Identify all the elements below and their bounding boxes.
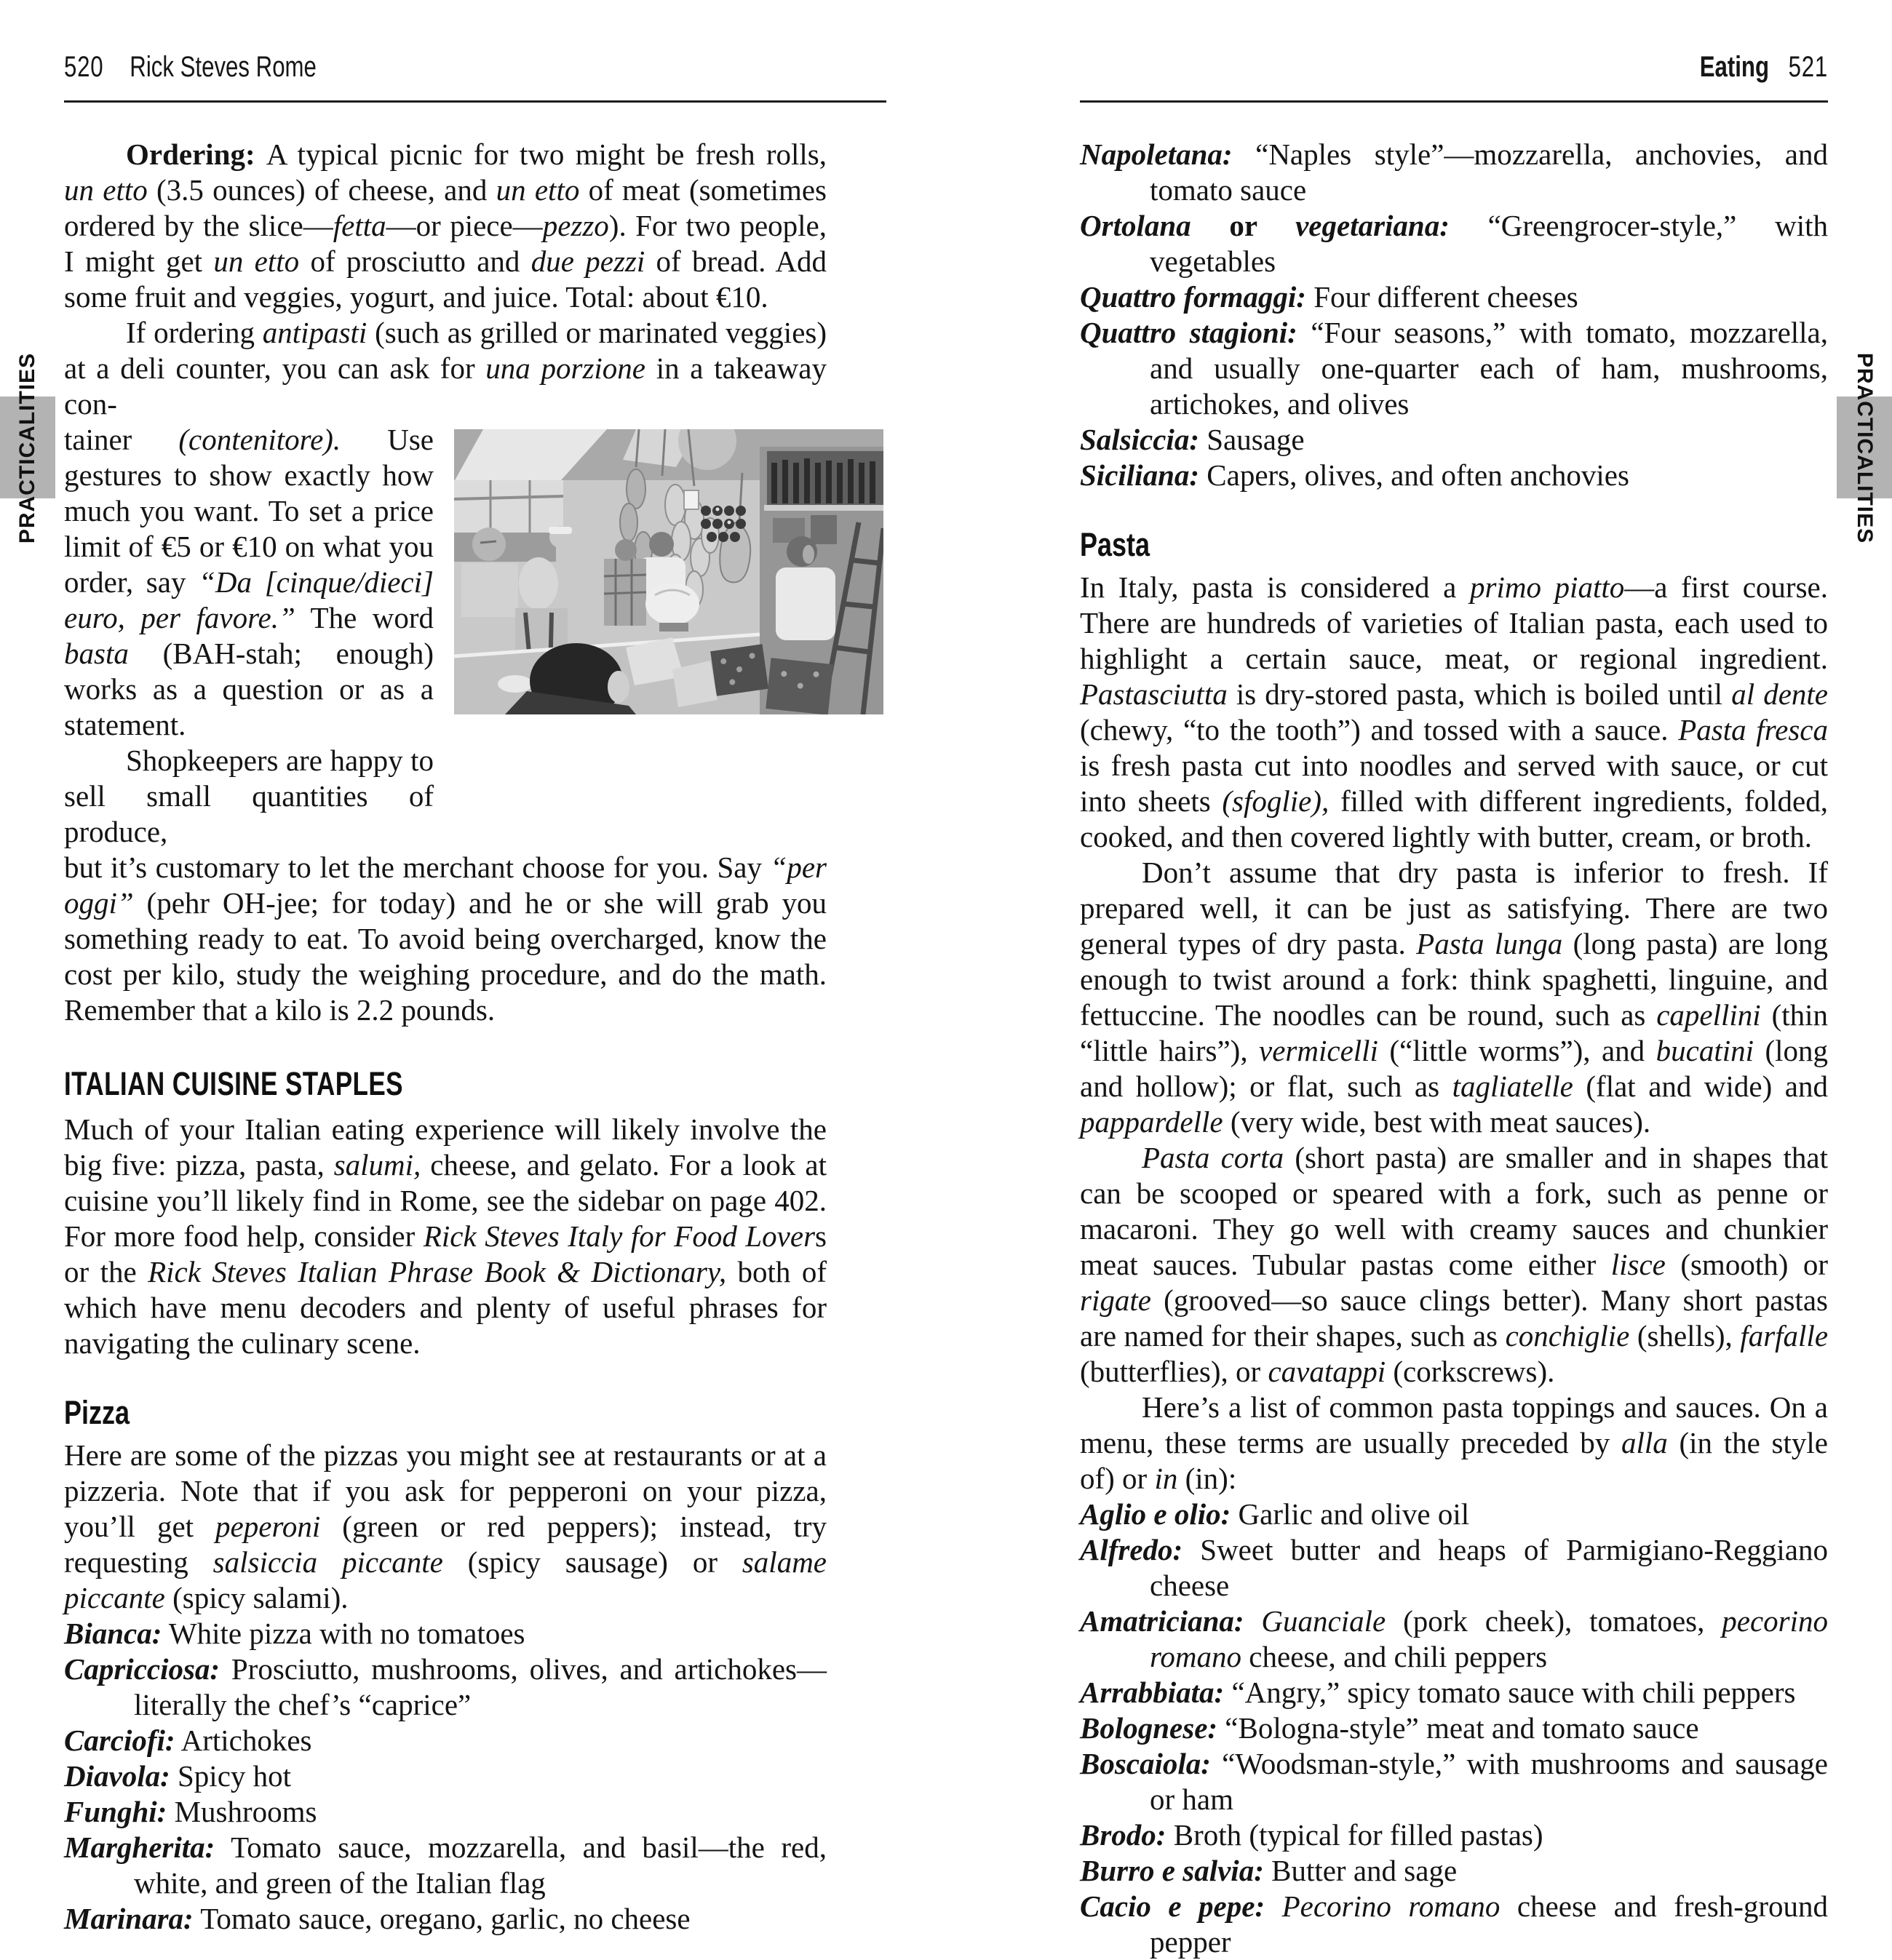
list-item: Carciofi: Artichokes <box>64 1724 312 1757</box>
practicalities-tab <box>0 354 55 543</box>
paragraph-pizza-intro: Here are some of the pizzas you might see at restaurants or at a pizzeria. Note that if you ask for pepperoni on your pizza, you’ll get peperoni (green or red peppers); instead, try requesting salsiccia piccante (spicy sausage) or salame piccante (spicy salami). <box>64 1438 827 1614</box>
list-item: Margherita: Tomato sauce, mozzarella, and basil—the red, white, and green of the Italian flag <box>64 1830 827 1900</box>
subsection-heading-pasta: Pasta <box>1080 526 1150 563</box>
paragraph-pasta-1: In Italy, pasta is considered a primo piatto—a first course. There are hundreds of varieties of Italian pasta, each used to highlight a certain sauce, meat, or regional ingredient. Pastasciutta is dry-stored pasta, which is boiled until al dente (chewy, “to the tooth”) and tossed with a sauce. Pasta fresca is fresh pasta cut into noodles and served with sauce, or cut into sheets (sfoglie), filled with different ingredients, folded, cooked, and then covered lightly with butter, cream, or broth. <box>1080 570 1829 853</box>
paragraph-ordering: Ordering: A typical picnic for two might be fresh rolls, un etto (3.5 ounces) of cheese, and un etto of meat (sometimes ordered by the slice—fetta—or piece—pezzo). For two people, I might get un etto of prosciutto and due pezzi of bread. Add some fruit and veggies, yogurt, and juice. Total: about €10. <box>64 138 827 314</box>
paragraph-shopkeepers-start: Shopkeepers are happy to sell small quantities of produce, <box>64 744 434 848</box>
right-column <box>1080 137 1828 1960</box>
subsection-heading-pizza: Pizza <box>64 1394 130 1431</box>
practicalities-tab-label: PRACTICALITIES <box>1853 352 1877 544</box>
list-item: Bolognese: “Bologna-style” meat and tomato sauce <box>1080 1711 1699 1745</box>
paragraph-staples: Much of your Italian eating experience will likely involve the big five: pizza, pasta, salumi, cheese, and gelato. For a look at cuisine you’ll likely find in Rome, see the sidebar on page 402. For more food help, consider Rick Steves Italy for Food Lovers or the Rick Steves Italian Phrase Book & Dictionary, both of which have menu decoders and plenty of useful phrases for navigating the culinary scene. <box>64 1112 827 1360</box>
page-number: 521 <box>1788 51 1828 83</box>
list-item: Capricciosa: Prosciutto, mushrooms, olives, and artichokes—literally the chef’s “caprice” <box>64 1652 827 1721</box>
wrapped-text <box>64 422 434 850</box>
list-item: Burro e salvia: Butter and sage <box>1080 1854 1458 1887</box>
page-number: 520 <box>64 51 104 83</box>
running-head: Eating <box>1699 51 1770 83</box>
list-item: Alfredo: Sweet butter and heaps of Parmigiano-Reggiano cheese <box>1080 1533 1828 1602</box>
pasta-sauce-list <box>1080 1497 1828 1960</box>
paragraph-antipasti-start: If ordering antipasti (such as grilled or marinated veggies) at a deli counter, you can ask for una porzione in a takeaway con- <box>64 316 827 421</box>
list-item: Napoletana: “Naples style”—mozzarella, anchovies, and tomato sauce <box>1080 138 1828 207</box>
left-column <box>64 137 827 1937</box>
list-item: Siciliana: Capers, olives, and often anchovies <box>1080 458 1629 492</box>
list-item: Cacio e pepe: Pecorino romano cheese and fresh-ground pepper <box>1080 1889 1828 1959</box>
list-item: Diavola: Spicy hot <box>64 1759 292 1793</box>
page-header-right <box>1700 51 1828 84</box>
paragraph-shopkeepers-cont: but it’s customary to let the merchant choose for you. Say “per oggi” (pehr OH-jee; for today) and he or she will grab you something ready to eat. To avoid being overcharged, know the cost per kilo, study the weighing procedure, and do the math. Remember that a kilo is 2.2 pounds. <box>64 850 827 1027</box>
header-rule <box>64 100 886 103</box>
list-item: Aglio e olio: Garlic and olive oil <box>1080 1497 1470 1531</box>
list-item: Quattro formaggi: Four different cheeses <box>1080 280 1578 314</box>
photo-wrap-row <box>64 422 827 850</box>
paragraph-pasta-2: Don’t assume that dry pasta is inferior to fresh. If prepared well, it can be just as satisfying. There are two general types of dry pasta. Pasta lunga (long pasta) are long enough to twist around a fork: think spaghetti, linguine, and fettuccine. The noodles can be round, such as capellini (thin “little hairs”), vermicelli (“little worms”), and bucatini (long and hollow); or flat, such as tagliatelle (flat and wide) and pappardelle (very wide, best with meat sauces). <box>1080 856 1828 1139</box>
page-header-left <box>64 51 317 84</box>
list-item: Arrabbiata: “Angry,” spicy tomato sauce with chili peppers <box>1080 1676 1796 1709</box>
list-item: Ortolana or vegetariana: “Greengrocer-style,” with vegetables <box>1080 209 1828 278</box>
list-item: Boscaiola: “Woodsman-style,” with mushrooms and sausage or ham <box>1080 1747 1828 1816</box>
list-item: Brodo: Broth (typical for filled pastas) <box>1080 1818 1543 1852</box>
paragraph-pasta-3: Pasta corta (short pasta) are smaller and in shapes that can be scooped or speared with a fork, such as penne or macaroni. They go well with creamy sauces and chunkier meat sauces. Tubular pastas come either lisce (smooth) or rigate (grooved—so sauce clings better). Many short pastas are named for their shapes, such as conchiglie (shells), farfalle (butterflies), or cavatappi (corkscrews). <box>1080 1141 1829 1388</box>
running-head: Rick Steves Rome <box>130 51 317 83</box>
list-item: Bianca: White pizza with no tomatoes <box>64 1617 525 1650</box>
practicalities-tab-label: PRACTICALITIES <box>15 352 39 544</box>
header-rule <box>1080 100 1828 103</box>
list-item: Marinara: Tomato sauce, oregano, garlic, no cheese <box>64 1902 691 1935</box>
list-item: Salsiccia: Sausage <box>1080 423 1305 456</box>
pizza-list-continued <box>1080 137 1828 493</box>
section-heading-staples: ITALIAN CUISINE STAPLES <box>64 1065 403 1102</box>
practicalities-tab <box>1837 354 1892 543</box>
list-item: Funghi: Mushrooms <box>64 1795 317 1828</box>
pizza-list <box>64 1616 827 1937</box>
deli-photo <box>454 429 883 714</box>
paragraph-pasta-4: Here’s a list of common pasta toppings and sauces. On a menu, these terms are usually preceded by alla (in the style of) or in (in): <box>1080 1390 1828 1495</box>
right-page <box>946 0 1892 1959</box>
left-page <box>0 0 946 1935</box>
paragraph-antipasti-cont: tainer (contenitore). Use gestures to show exactly how much you want. To set a price limit of €5 or €10 on what you order, say “Da [cinque/dieci] euro, per favore.” The word basta (BAH-stah; enough) works as a question or as a statement. <box>64 423 434 741</box>
list-item: Quattro stagioni: “Four seasons,” with tomato, mozzarella, and usually one-quarter each of ham, mushrooms, artichokes, and olives <box>1080 316 1828 421</box>
photo-left-window <box>454 480 563 562</box>
list-item: Amatriciana: Guanciale (pork cheek), tomatoes, pecorino romano cheese, and chili peppers <box>1080 1604 1829 1673</box>
